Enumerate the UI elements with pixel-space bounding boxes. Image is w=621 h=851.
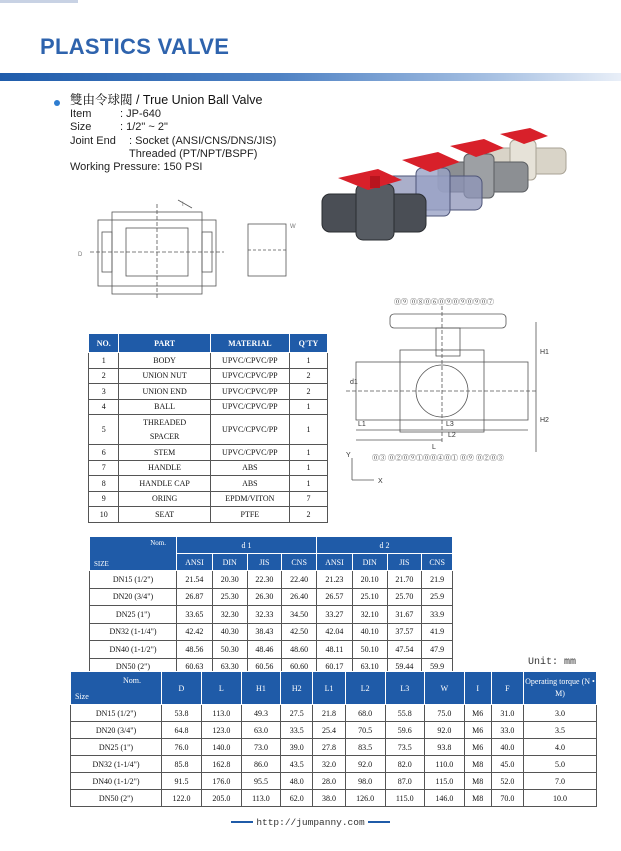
diameter-value-cell: 25.9 bbox=[422, 588, 453, 606]
top-accent-line bbox=[0, 0, 78, 3]
valve-section-drawing bbox=[346, 292, 562, 492]
callout-bottom: ⓪③ ⓪②⓪⑨①⓪⓪④⓪① ⓪⑨ ⓪②⓪③ bbox=[372, 455, 504, 462]
diameter-value-cell: 22.40 bbox=[282, 571, 317, 589]
dimension-size-cell: DN25 (1") bbox=[71, 739, 162, 756]
diameter-value-cell: 63.10 bbox=[352, 658, 387, 676]
dimension-header: H1 bbox=[241, 672, 280, 705]
joint-value-2: Threaded (PT/NPT/BSPF) bbox=[129, 147, 258, 160]
parts-cell: 1 bbox=[89, 353, 119, 369]
diameter-value-cell: 33.9 bbox=[422, 606, 453, 624]
diameter-value-cell: 25.30 bbox=[212, 588, 247, 606]
svg-text:d1: d1 bbox=[350, 379, 358, 386]
dimension-value-cell: M8 bbox=[464, 773, 491, 790]
diameter-row bbox=[90, 641, 453, 659]
dimension-value-cell: 70.5 bbox=[345, 722, 385, 739]
bullet-icon bbox=[54, 100, 60, 106]
diameter-subheader: DIN bbox=[212, 554, 247, 571]
footer-url-link[interactable]: http://jumpanny.com bbox=[256, 817, 365, 828]
dim-size-label: Size bbox=[75, 692, 89, 701]
parts-cell: UNION NUT bbox=[119, 368, 210, 384]
dimension-value-cell: 4.0 bbox=[524, 739, 597, 756]
diameter-value-cell: 20.30 bbox=[212, 571, 247, 589]
svg-text:L: L bbox=[432, 444, 436, 451]
svg-text:H2: H2 bbox=[540, 417, 549, 424]
parts-cell: 1 bbox=[289, 415, 327, 445]
diameter-value-cell: 50.10 bbox=[352, 641, 387, 659]
unit-label: Unit: mm bbox=[528, 657, 577, 668]
diameter-value-cell: 22.30 bbox=[247, 571, 282, 589]
diameter-value-cell: 42.04 bbox=[316, 623, 352, 641]
diameter-value-cell: 32.10 bbox=[352, 606, 387, 624]
dimension-value-cell: 53.8 bbox=[162, 705, 202, 722]
dimension-header: L2 bbox=[345, 672, 385, 705]
parts-header-qty: Q'TY bbox=[289, 334, 327, 353]
parts-cell: 2 bbox=[89, 368, 119, 384]
dimension-value-cell: 59.6 bbox=[385, 722, 424, 739]
dimension-value-cell: 113.0 bbox=[201, 705, 241, 722]
parts-cell: PTFE bbox=[210, 507, 289, 523]
parts-cell: 1 bbox=[289, 399, 327, 415]
diameter-subheader: JIS bbox=[247, 554, 282, 571]
parts-table bbox=[88, 333, 328, 523]
diameter-value-cell: 60.63 bbox=[177, 658, 213, 676]
parts-cell: UPVC/CPVC/PP bbox=[210, 353, 289, 369]
parts-cell: HANDLE CAP bbox=[119, 476, 210, 492]
diameter-size-cell: DN50 (2") bbox=[90, 658, 177, 676]
parts-cell: THREADED SPACER bbox=[119, 415, 210, 445]
dimension-value-cell: 87.0 bbox=[385, 773, 424, 790]
dimension-value-cell: 73.0 bbox=[241, 739, 280, 756]
parts-cell: UPVC/CPVC/PP bbox=[210, 415, 289, 445]
dimension-value-cell: 38.0 bbox=[313, 790, 345, 807]
diameter-value-cell: 33.27 bbox=[316, 606, 352, 624]
size-value: : 1/2" ~ 2" bbox=[120, 121, 168, 134]
parts-cell: 9 bbox=[89, 491, 119, 507]
diameter-value-cell: 60.17 bbox=[316, 658, 352, 676]
diameter-value-cell: 48.60 bbox=[282, 641, 317, 659]
diameter-row bbox=[90, 623, 453, 641]
dimension-value-cell: 70.0 bbox=[491, 790, 523, 807]
diameter-table bbox=[89, 536, 453, 676]
joint-label: Joint End bbox=[70, 134, 116, 147]
svg-text:L1: L1 bbox=[358, 421, 366, 428]
dimension-size-cell: DN32 (1-1/4") bbox=[71, 756, 162, 773]
dimension-value-cell: 123.0 bbox=[201, 722, 241, 739]
dimension-value-cell: 27.5 bbox=[281, 705, 313, 722]
diameter-value-cell: 42.42 bbox=[177, 623, 213, 641]
parts-cell: 7 bbox=[289, 491, 327, 507]
dimension-value-cell: 92.0 bbox=[345, 756, 385, 773]
diameter-value-cell: 31.67 bbox=[387, 606, 422, 624]
dimension-value-cell: 62.0 bbox=[281, 790, 313, 807]
diameter-size-cell: DN32 (1-1/4") bbox=[90, 623, 177, 641]
parts-cell: 3 bbox=[89, 384, 119, 400]
item-label: Item bbox=[70, 108, 92, 121]
parts-cell: 7 bbox=[89, 460, 119, 476]
parts-row bbox=[89, 384, 328, 400]
diameter-size-cell: DN40 (1-1/2") bbox=[90, 641, 177, 659]
torque-header: Operating torque (N • M) bbox=[524, 672, 597, 705]
diameter-value-cell: 33.65 bbox=[177, 606, 213, 624]
dimension-value-cell: M6 bbox=[464, 739, 491, 756]
parts-cell: 4 bbox=[89, 399, 119, 415]
diameter-value-cell: 47.54 bbox=[387, 641, 422, 659]
dimension-value-cell: 63.0 bbox=[241, 722, 280, 739]
dimension-value-cell: 115.0 bbox=[385, 790, 424, 807]
diameter-value-cell: 40.30 bbox=[212, 623, 247, 641]
dimension-value-cell: 126.0 bbox=[345, 790, 385, 807]
dimension-value-cell: 33.0 bbox=[491, 722, 523, 739]
diameter-value-cell: 26.57 bbox=[316, 588, 352, 606]
diameter-value-cell: 42.50 bbox=[282, 623, 317, 641]
diameter-value-cell: 59.44 bbox=[387, 658, 422, 676]
parts-cell: UPVC/CPVC/PP bbox=[210, 445, 289, 461]
parts-cell: 2 bbox=[289, 384, 327, 400]
dimension-row bbox=[71, 790, 597, 807]
parts-cell: 2 bbox=[289, 368, 327, 384]
dimension-value-cell: 31.0 bbox=[491, 705, 523, 722]
diameter-header-nom bbox=[90, 537, 177, 571]
dimension-size-cell: DN40 (1-1/2") bbox=[71, 773, 162, 790]
parts-row bbox=[89, 399, 328, 415]
dimension-header-nom bbox=[71, 672, 162, 705]
diameter-subheader: ANSI bbox=[177, 554, 213, 571]
dimension-value-cell: M6 bbox=[464, 705, 491, 722]
dimension-value-cell: 205.0 bbox=[201, 790, 241, 807]
valve-product-photo bbox=[318, 124, 571, 244]
dimension-value-cell: 92.0 bbox=[424, 722, 464, 739]
diameter-row bbox=[90, 571, 453, 589]
dimension-value-cell: 21.8 bbox=[313, 705, 345, 722]
dimension-value-cell: M8 bbox=[464, 756, 491, 773]
parts-cell: 1 bbox=[289, 476, 327, 492]
parts-cell: 1 bbox=[289, 445, 327, 461]
dimension-value-cell: 73.5 bbox=[385, 739, 424, 756]
svg-text:L2: L2 bbox=[448, 432, 456, 439]
dimension-value-cell: 52.0 bbox=[491, 773, 523, 790]
diameter-subheader: CNS bbox=[282, 554, 317, 571]
dimension-value-cell: 82.0 bbox=[385, 756, 424, 773]
dimension-value-cell: 39.0 bbox=[281, 739, 313, 756]
dimension-value-cell: 98.0 bbox=[345, 773, 385, 790]
parts-cell: UPVC/CPVC/PP bbox=[210, 399, 289, 415]
dimension-value-cell: 85.8 bbox=[162, 756, 202, 773]
parts-cell: STEM bbox=[119, 445, 210, 461]
diameter-size-cell: DN25 (1") bbox=[90, 606, 177, 624]
diameter-subheader: CNS bbox=[422, 554, 453, 571]
diameter-value-cell: 32.33 bbox=[247, 606, 282, 624]
footer-dash-left bbox=[231, 821, 253, 823]
dimension-value-cell: 95.5 bbox=[241, 773, 280, 790]
diameter-value-cell: 21.9 bbox=[422, 571, 453, 589]
dimension-row bbox=[71, 739, 597, 756]
parts-cell: ORING bbox=[119, 491, 210, 507]
dimension-header: F bbox=[491, 672, 523, 705]
parts-header-part: PART bbox=[119, 334, 210, 353]
parts-cell: BALL bbox=[119, 399, 210, 415]
diameter-value-cell: 25.10 bbox=[352, 588, 387, 606]
diameter-value-cell: 63.30 bbox=[212, 658, 247, 676]
dimension-value-cell: 55.8 bbox=[385, 705, 424, 722]
dimension-value-cell: 3.0 bbox=[524, 705, 597, 722]
dimension-value-cell: 49.3 bbox=[241, 705, 280, 722]
footer bbox=[0, 817, 621, 828]
dimension-row bbox=[71, 773, 597, 790]
dimension-value-cell: M8 bbox=[464, 790, 491, 807]
diameter-row bbox=[90, 606, 453, 624]
diameter-value-cell: 59.9 bbox=[422, 658, 453, 676]
parts-cell: 6 bbox=[89, 445, 119, 461]
dimension-value-cell: 25.4 bbox=[313, 722, 345, 739]
diameter-value-cell: 48.56 bbox=[177, 641, 213, 659]
diameter-value-cell: 47.9 bbox=[422, 641, 453, 659]
dimension-header: D bbox=[162, 672, 202, 705]
parts-cell: ABS bbox=[210, 476, 289, 492]
d2-group-header: d 2 bbox=[316, 537, 452, 554]
dimension-size-cell: DN20 (3/4") bbox=[71, 722, 162, 739]
svg-text:I: I bbox=[182, 202, 184, 208]
parts-row bbox=[89, 491, 328, 507]
diameter-value-cell: 60.56 bbox=[247, 658, 282, 676]
dimension-value-cell: 68.0 bbox=[345, 705, 385, 722]
dimension-value-cell: 91.5 bbox=[162, 773, 202, 790]
parts-cell: 8 bbox=[89, 476, 119, 492]
diameter-value-cell: 21.54 bbox=[177, 571, 213, 589]
svg-text:D: D bbox=[78, 252, 83, 258]
parts-row bbox=[89, 460, 328, 476]
parts-cell: HANDLE bbox=[119, 460, 210, 476]
dimension-value-cell: 27.8 bbox=[313, 739, 345, 756]
parts-row bbox=[89, 368, 328, 384]
parts-row bbox=[89, 507, 328, 523]
dimension-header: L3 bbox=[385, 672, 424, 705]
dimension-value-cell: 45.0 bbox=[491, 756, 523, 773]
dimension-value-cell: 3.5 bbox=[524, 722, 597, 739]
dimension-size-cell: DN50 (2") bbox=[71, 790, 162, 807]
parts-cell: SEAT bbox=[119, 507, 210, 523]
diameter-size-cell: DN15 (1/2") bbox=[90, 571, 177, 589]
parts-cell: EPDM/VITON bbox=[210, 491, 289, 507]
dimension-value-cell: 40.0 bbox=[491, 739, 523, 756]
dimension-row bbox=[71, 722, 597, 739]
size-label: Size bbox=[70, 121, 92, 134]
parts-cell: 1 bbox=[289, 353, 327, 369]
dimension-header: W bbox=[424, 672, 464, 705]
dimension-table bbox=[70, 671, 597, 807]
parts-row bbox=[89, 445, 328, 461]
dimension-header: I bbox=[464, 672, 491, 705]
diameter-subheader: ANSI bbox=[316, 554, 352, 571]
dimension-value-cell: 93.8 bbox=[424, 739, 464, 756]
diameter-value-cell: 48.46 bbox=[247, 641, 282, 659]
dimension-value-cell: 48.0 bbox=[281, 773, 313, 790]
parts-header-no: NO. bbox=[89, 334, 119, 353]
svg-text:L3: L3 bbox=[446, 421, 454, 428]
diameter-value-cell: 48.11 bbox=[316, 641, 352, 659]
dimension-size-cell: DN15 (1/2") bbox=[71, 705, 162, 722]
dimension-header: L bbox=[201, 672, 241, 705]
parts-cell: 5 bbox=[89, 415, 119, 445]
dimension-value-cell: 176.0 bbox=[201, 773, 241, 790]
parts-cell: 1 bbox=[289, 460, 327, 476]
dimension-value-cell: 113.0 bbox=[241, 790, 280, 807]
parts-cell: BODY bbox=[119, 353, 210, 369]
dimension-value-cell: 76.0 bbox=[162, 739, 202, 756]
diameter-value-cell: 26.30 bbox=[247, 588, 282, 606]
nom-label: Nom. bbox=[150, 539, 166, 547]
dimension-value-cell: M6 bbox=[464, 722, 491, 739]
callout-top: ⓪⑨ ⓪⑧⓪⑥⓪⑨⓪⑨⓪⑨⓪⑦ bbox=[394, 299, 494, 306]
parts-cell: UPVC/CPVC/PP bbox=[210, 368, 289, 384]
dimension-value-cell: 86.0 bbox=[241, 756, 280, 773]
product-info bbox=[70, 94, 276, 174]
diameter-value-cell: 40.10 bbox=[352, 623, 387, 641]
item-value: : JP-640 bbox=[120, 108, 161, 121]
product-name: 雙由令球閥 / True Union Ball Valve bbox=[70, 93, 263, 107]
dimension-value-cell: 43.5 bbox=[281, 756, 313, 773]
joint-value: : Socket (ANSI/CNS/DNS/JIS) bbox=[129, 134, 277, 147]
page-title: PLASTICS VALVE bbox=[40, 34, 230, 59]
parts-cell: 10 bbox=[89, 507, 119, 523]
dimension-row bbox=[71, 705, 597, 722]
title-band bbox=[0, 73, 621, 81]
svg-text:H1: H1 bbox=[540, 349, 549, 356]
diameter-subheader: DIN bbox=[352, 554, 387, 571]
valve-side-drawing bbox=[78, 198, 300, 302]
svg-text:X: X bbox=[378, 478, 383, 485]
dimension-value-cell: 115.0 bbox=[424, 773, 464, 790]
diameter-value-cell: 25.70 bbox=[387, 588, 422, 606]
diameter-value-cell: 50.30 bbox=[212, 641, 247, 659]
parts-cell: UNION END bbox=[119, 384, 210, 400]
dimension-value-cell: 83.5 bbox=[345, 739, 385, 756]
dimension-value-cell: 5.0 bbox=[524, 756, 597, 773]
parts-row bbox=[89, 353, 328, 369]
dimension-value-cell: 146.0 bbox=[424, 790, 464, 807]
diameter-value-cell: 41.9 bbox=[422, 623, 453, 641]
diameter-value-cell: 34.50 bbox=[282, 606, 317, 624]
parts-cell: 2 bbox=[289, 507, 327, 523]
working-pressure: Working Pressure: 150 PSI bbox=[70, 161, 203, 174]
svg-text:W: W bbox=[290, 224, 296, 230]
diameter-size-cell: DN20 (3/4") bbox=[90, 588, 177, 606]
dimension-header: H2 bbox=[281, 672, 313, 705]
dimension-value-cell: 32.0 bbox=[313, 756, 345, 773]
size-label: SIZE bbox=[94, 560, 109, 568]
diameter-value-cell: 60.60 bbox=[282, 658, 317, 676]
dim-nom-label: Nom. bbox=[123, 676, 141, 685]
diameter-value-cell: 21.23 bbox=[316, 571, 352, 589]
diameter-value-cell: 20.10 bbox=[352, 571, 387, 589]
diameter-subheader: JIS bbox=[387, 554, 422, 571]
dimension-header: L1 bbox=[313, 672, 345, 705]
svg-text:Y: Y bbox=[346, 452, 351, 459]
parts-header-material: MATERIAL bbox=[210, 334, 289, 353]
dimension-value-cell: 162.8 bbox=[201, 756, 241, 773]
d1-group-header: d 1 bbox=[177, 537, 317, 554]
dimension-value-cell: 7.0 bbox=[524, 773, 597, 790]
parts-cell: ABS bbox=[210, 460, 289, 476]
dimension-value-cell: 140.0 bbox=[201, 739, 241, 756]
diameter-row bbox=[90, 588, 453, 606]
diameter-value-cell: 37.57 bbox=[387, 623, 422, 641]
diameter-value-cell: 32.30 bbox=[212, 606, 247, 624]
diameter-value-cell: 38.43 bbox=[247, 623, 282, 641]
dimension-value-cell: 10.0 bbox=[524, 790, 597, 807]
dimension-value-cell: 64.8 bbox=[162, 722, 202, 739]
parts-row bbox=[89, 476, 328, 492]
dimension-value-cell: 28.0 bbox=[313, 773, 345, 790]
dimension-value-cell: 33.5 bbox=[281, 722, 313, 739]
parts-table-header bbox=[89, 334, 328, 353]
dimension-value-cell: 75.0 bbox=[424, 705, 464, 722]
dimension-value-cell: 122.0 bbox=[162, 790, 202, 807]
diameter-value-cell: 26.87 bbox=[177, 588, 213, 606]
dimension-row bbox=[71, 756, 597, 773]
diameter-value-cell: 26.40 bbox=[282, 588, 317, 606]
parts-cell: UPVC/CPVC/PP bbox=[210, 384, 289, 400]
footer-dash-right bbox=[368, 821, 390, 823]
diameter-value-cell: 21.70 bbox=[387, 571, 422, 589]
parts-row bbox=[89, 415, 328, 445]
dimension-value-cell: 110.0 bbox=[424, 756, 464, 773]
